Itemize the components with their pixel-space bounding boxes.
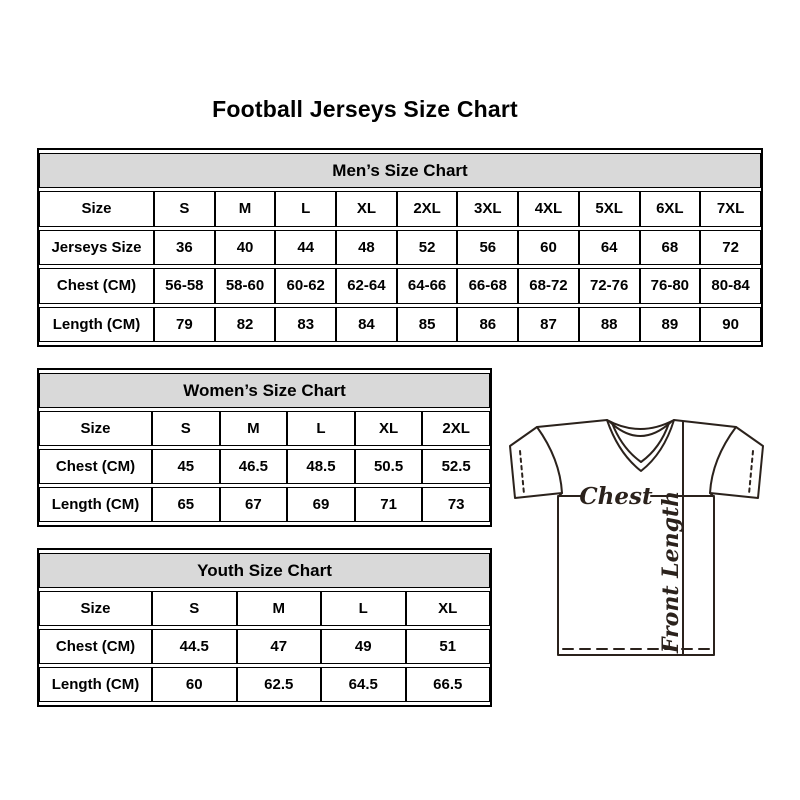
size-value: 58-60 (215, 268, 276, 304)
mens-table-title: Men’s Size Chart (39, 153, 761, 188)
size-value: 80-84 (700, 268, 761, 304)
size-value: 64.5 (321, 667, 406, 702)
size-row (39, 307, 761, 343)
size-row (39, 487, 490, 522)
size-value: 56 (457, 230, 518, 266)
size-value: 65 (152, 487, 220, 522)
row-label: Size (39, 191, 154, 227)
size-value: 87 (518, 307, 579, 343)
size-value: S (152, 411, 220, 446)
size-value: 60 (518, 230, 579, 266)
row-label: Length (CM) (39, 307, 154, 343)
row-label: Length (CM) (39, 487, 152, 522)
right-cuff-stitch-line (749, 451, 753, 494)
size-value: 86 (457, 307, 518, 343)
row-label: Size (39, 591, 152, 626)
left-cuff-stitch-line (520, 451, 524, 494)
size-value: M (215, 191, 276, 227)
jersey-outline (510, 420, 763, 655)
size-value: 56-58 (154, 268, 215, 304)
size-value: 7XL (700, 191, 761, 227)
size-value: 50.5 (355, 449, 423, 484)
jersey-measurement-diagram (504, 404, 770, 680)
size-row (39, 629, 490, 664)
size-value: 90 (700, 307, 761, 343)
size-value: 48.5 (287, 449, 355, 484)
size-row (39, 268, 761, 304)
size-value: 68 (640, 230, 701, 266)
size-value: 60-62 (275, 268, 336, 304)
size-value: 79 (154, 307, 215, 343)
size-value: 44.5 (152, 629, 237, 664)
row-label: Jerseys Size (39, 230, 154, 266)
womens-table-title: Women’s Size Chart (39, 373, 490, 408)
table-header-row (39, 553, 490, 588)
size-row (39, 591, 490, 626)
size-value: 67 (220, 487, 288, 522)
size-value: 71 (355, 487, 423, 522)
table-header-row (39, 153, 761, 188)
size-value: 6XL (640, 191, 701, 227)
size-value: 83 (275, 307, 336, 343)
size-value: 64 (579, 230, 640, 266)
size-value: 48 (336, 230, 397, 266)
right-armhole-seam (710, 427, 736, 493)
row-label: Chest (CM) (39, 449, 152, 484)
size-value: 47 (237, 629, 322, 664)
size-value: 3XL (457, 191, 518, 227)
size-value: 2XL (422, 411, 490, 446)
size-value: L (321, 591, 406, 626)
size-value: L (287, 411, 355, 446)
size-value: XL (406, 591, 491, 626)
size-row (39, 667, 490, 702)
row-label: Chest (CM) (39, 268, 154, 304)
size-value: 72 (700, 230, 761, 266)
youth-table-title: Youth Size Chart (39, 553, 490, 588)
size-value: 45 (152, 449, 220, 484)
row-label: Length (CM) (39, 667, 152, 702)
size-value: L (275, 191, 336, 227)
size-value: XL (336, 191, 397, 227)
size-value: 72-76 (579, 268, 640, 304)
size-value: XL (355, 411, 423, 446)
size-value: 88 (579, 307, 640, 343)
size-row (39, 230, 761, 266)
size-value: 2XL (397, 191, 458, 227)
size-value: 60 (152, 667, 237, 702)
size-value: 68-72 (518, 268, 579, 304)
size-value: S (152, 591, 237, 626)
size-value: 62-64 (336, 268, 397, 304)
front-length-label: Front Length (658, 490, 684, 654)
size-value: 73 (422, 487, 490, 522)
left-armhole-seam (537, 427, 562, 493)
size-value: 44 (275, 230, 336, 266)
size-value: 66.5 (406, 667, 491, 702)
size-value: 76-80 (640, 268, 701, 304)
size-value: 51 (406, 629, 491, 664)
size-row (39, 411, 490, 446)
size-value: 89 (640, 307, 701, 343)
jersey-diagram-svg (504, 404, 770, 680)
size-value: 84 (336, 307, 397, 343)
womens-size-table (37, 368, 492, 527)
size-value: 4XL (518, 191, 579, 227)
size-value: 36 (154, 230, 215, 266)
page-title: Football Jerseys Size Chart (212, 96, 518, 122)
size-value: 52 (397, 230, 458, 266)
size-value: 64-66 (397, 268, 458, 304)
table-header-row (39, 373, 490, 408)
size-value: 46.5 (220, 449, 288, 484)
size-row (39, 191, 761, 227)
size-value: 69 (287, 487, 355, 522)
size-value: 52.5 (422, 449, 490, 484)
row-label: Chest (CM) (39, 629, 152, 664)
row-label: Size (39, 411, 152, 446)
size-value: 40 (215, 230, 276, 266)
size-value: M (220, 411, 288, 446)
size-value: 82 (215, 307, 276, 343)
size-value: 49 (321, 629, 406, 664)
size-value: 62.5 (237, 667, 322, 702)
size-value: M (237, 591, 322, 626)
size-value: 66-68 (457, 268, 518, 304)
youth-size-table (37, 548, 492, 707)
chest-label: Chest (579, 483, 653, 510)
size-value: S (154, 191, 215, 227)
mens-size-table (37, 148, 763, 347)
size-value: 5XL (579, 191, 640, 227)
size-value: 85 (397, 307, 458, 343)
size-row (39, 449, 490, 484)
